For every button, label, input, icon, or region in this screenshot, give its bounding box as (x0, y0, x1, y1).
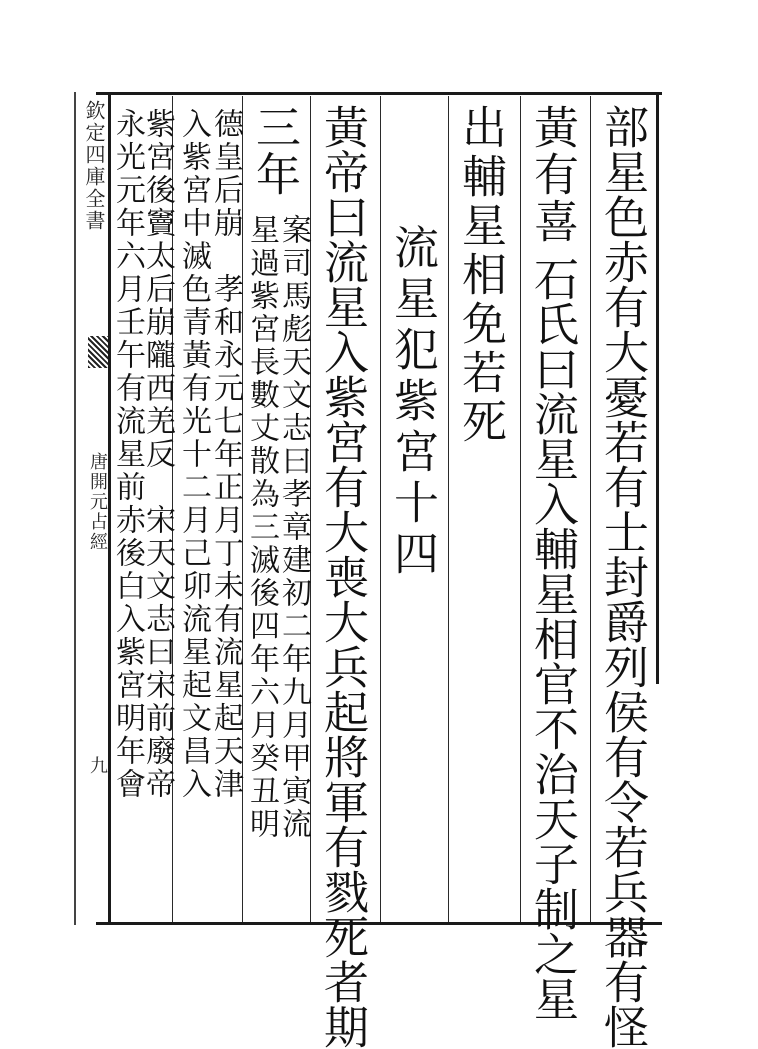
text-column-3: 出輔星相免若死 (454, 104, 507, 447)
frame-top-border (96, 92, 662, 95)
text-column-6-heading: 三年 (248, 104, 301, 198)
fold-line (74, 92, 76, 925)
page-number: 九 (87, 756, 108, 776)
frame-right-border (656, 92, 659, 684)
fold-marker (88, 336, 108, 368)
column-divider (520, 96, 521, 922)
commentary-6-right: 案司馬彪天文志曰孝章建初二年九月甲寅流 (276, 214, 311, 841)
commentary-8-left: 永光元年六月壬午有流星前赤後白入紫宮明年會 (110, 108, 145, 801)
text-column-1: 部星色赤有大憂若有士封爵列侯有令若兵器有怪 (596, 104, 649, 1049)
column-divider (448, 96, 449, 922)
commentary-7-right: 德皇后崩 孝和永元七年正月丁未有流星起天津 (208, 108, 243, 801)
text-column-5: 黃帝曰流星入紫宮有大喪大兵起將軍有戮死者期 (316, 104, 369, 1049)
commentary-8-right: 紫宮後竇太后崩隴西羌反 宋天文志曰宋前廢帝 (140, 108, 175, 801)
text-column-2-heading: 黃有喜 (526, 104, 579, 245)
column-divider (380, 96, 381, 922)
margin-series-title: 欽定四庫全書 (82, 100, 106, 232)
margin-book-title: 唐開元占經 (87, 452, 108, 552)
column-divider (590, 96, 591, 922)
section-title: 流星犯紫宮十四 (386, 224, 439, 581)
commentary-7-left: 入紫宮中滅色青黃有光十二月己卯流星起文昌入 (176, 108, 211, 801)
commentary-6-left: 星過紫宮長數丈散為三滅後四年六月癸丑明 (244, 214, 279, 841)
text-column-2-body: 石氏曰流星入輔星相官不治天子制之星 (526, 256, 579, 1021)
